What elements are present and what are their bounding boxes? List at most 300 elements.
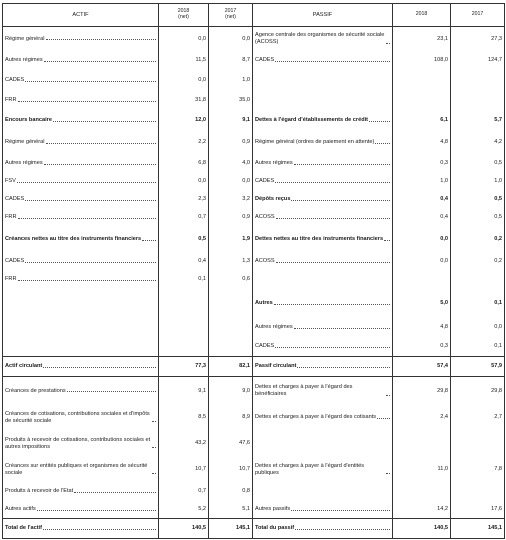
passif-label xyxy=(253,357,393,377)
passif-label-text: Total du passif xyxy=(255,525,295,532)
actif-label-text: CADES xyxy=(5,196,25,203)
actif-value-2018 xyxy=(159,337,209,357)
passif-label-leader xyxy=(255,363,390,369)
passif-label-text: CADES xyxy=(255,178,275,185)
actif-value-2018: 2,2 xyxy=(159,131,209,155)
dot-leader xyxy=(44,164,156,165)
passif-label-text: Dettes et charges à payer à l'égard des cotisants xyxy=(255,414,377,421)
dot-leader xyxy=(37,510,156,511)
actif-value-2018: 0,4 xyxy=(159,253,209,271)
actif-value-2018: 2,3 xyxy=(159,191,209,209)
table-row xyxy=(3,91,505,111)
passif-label xyxy=(253,319,393,337)
passif-value-2017: 5,7 xyxy=(451,111,505,131)
passif-label-leader xyxy=(255,32,390,45)
actif-label xyxy=(3,377,159,405)
dot-leader xyxy=(276,218,390,219)
passif-label xyxy=(253,431,393,457)
passif-label-text: CADES xyxy=(255,57,275,64)
passif-value-2018: 0,4 xyxy=(393,191,451,209)
dot-leader xyxy=(295,529,390,530)
actif-value-2017: 0,6 xyxy=(209,271,253,289)
dot-leader xyxy=(275,347,390,348)
passif-label-text: Passif circulant xyxy=(255,363,297,370)
actif-value-2018 xyxy=(159,289,209,319)
dot-leader xyxy=(291,200,390,201)
table-row xyxy=(3,501,505,519)
passif-value-2018 xyxy=(393,91,451,111)
actif-label xyxy=(3,71,159,91)
passif-value-2018 xyxy=(393,483,451,501)
actif-label xyxy=(3,51,159,71)
actif-label-text: CADES xyxy=(5,258,25,265)
passif-value-2018: 5,0 xyxy=(393,289,451,319)
actif-label xyxy=(3,431,159,457)
actif-value-2017: 0,9 xyxy=(209,209,253,227)
table-row xyxy=(3,431,505,457)
passif-value-2017 xyxy=(451,483,505,501)
actif-label xyxy=(3,91,159,111)
actif-label-leader xyxy=(5,411,156,424)
passif-label xyxy=(253,519,393,539)
passif-label xyxy=(253,337,393,357)
passif-label xyxy=(253,91,393,111)
dot-leader xyxy=(386,473,390,474)
passif-value-2017: 57,9 xyxy=(451,357,505,377)
dot-leader xyxy=(386,43,390,44)
actif-2017-year: 2017 xyxy=(224,8,237,15)
actif-label-text: FRR xyxy=(5,276,17,283)
actif-2018-header xyxy=(159,4,209,27)
table-row xyxy=(3,405,505,431)
actif-label-leader xyxy=(5,214,156,220)
passif-label-leader xyxy=(255,236,390,242)
passif-value-2017: 124,7 xyxy=(451,51,505,71)
passif-value-2017: 0,2 xyxy=(451,253,505,271)
dot-leader xyxy=(375,143,390,144)
actif-value-2017: 8,7 xyxy=(209,51,253,71)
actif-value-2018: 0,0 xyxy=(159,71,209,91)
passif-label-text: Dépôts reçus xyxy=(255,196,291,203)
passif-label xyxy=(253,457,393,483)
passif-value-2017: 0,5 xyxy=(451,191,505,209)
passif-value-2018: 0,4 xyxy=(393,209,451,227)
actif-label xyxy=(3,227,159,253)
actif-label-leader xyxy=(5,196,156,202)
passif-label-leader xyxy=(255,160,390,166)
dot-leader xyxy=(369,121,390,122)
passif-value-2017: 4,2 xyxy=(451,131,505,155)
actif-label-leader xyxy=(5,488,156,494)
passif-label-text: Autres régimes xyxy=(255,160,293,167)
actif-value-2017 xyxy=(209,319,253,337)
table-row xyxy=(3,191,505,209)
actif-label xyxy=(3,173,159,191)
passif-label-leader xyxy=(255,506,390,512)
passif-value-2017: 29,8 xyxy=(451,377,505,405)
actif-value-2017: 9,1 xyxy=(209,111,253,131)
passif-value-2018: 4,8 xyxy=(393,319,451,337)
dot-leader xyxy=(384,240,390,241)
actif-value-2018: 140,5 xyxy=(159,519,209,539)
actif-label xyxy=(3,271,159,289)
passif-label-leader xyxy=(255,117,390,123)
dot-leader xyxy=(43,529,156,530)
actif-label-text: Créances nettes au titre des instruments financiers xyxy=(5,236,142,243)
table-row xyxy=(3,319,505,337)
actif-value-2018: 31,8 xyxy=(159,91,209,111)
actif-value-2017: 145,1 xyxy=(209,519,253,539)
passif-value-2017 xyxy=(451,271,505,289)
passif-value-2018: 29,8 xyxy=(393,377,451,405)
passif-value-2017 xyxy=(451,71,505,91)
actif-value-2017: 47,6 xyxy=(209,431,253,457)
actif-value-2017: 35,0 xyxy=(209,91,253,111)
actif-value-2017: 0,9 xyxy=(209,131,253,155)
actif-value-2018: 11,5 xyxy=(159,51,209,71)
actif-value-2017: 1,0 xyxy=(209,71,253,91)
actif-label xyxy=(3,483,159,501)
actif-value-2017: 0,0 xyxy=(209,27,253,51)
passif-label-leader xyxy=(255,300,390,306)
passif-label xyxy=(253,71,393,91)
actif-value-2018: 9,1 xyxy=(159,377,209,405)
actif-value-2018: 6,8 xyxy=(159,155,209,173)
dot-leader xyxy=(25,262,156,263)
passif-label-text: Régime général (ordres de paiement en attente) xyxy=(255,139,375,146)
passif-value-2018: 0,0 xyxy=(393,227,451,253)
table-row xyxy=(3,289,505,319)
actif-2017-net: (net) xyxy=(225,14,236,20)
actif-label-leader xyxy=(5,258,156,264)
actif-label xyxy=(3,319,159,337)
actif-2017-header xyxy=(209,4,253,27)
passif-2017-header: 2017 xyxy=(451,4,505,27)
dot-leader xyxy=(274,304,390,305)
actif-2018-year: 2018 xyxy=(177,8,190,15)
passif-value-2018 xyxy=(393,71,451,91)
actif-value-2018: 0,7 xyxy=(159,209,209,227)
table-row xyxy=(3,173,505,191)
actif-2018-net: (net) xyxy=(178,14,189,20)
passif-label xyxy=(253,111,393,131)
actif-label xyxy=(3,289,159,319)
passif-label-leader xyxy=(255,139,390,145)
balance-table xyxy=(2,3,505,539)
actif-label-text: CADES xyxy=(5,77,25,84)
passif-2018-header: 2018 xyxy=(393,4,451,27)
actif-label-leader xyxy=(5,236,156,242)
passif-value-2017 xyxy=(451,431,505,457)
passif-label-leader xyxy=(255,384,390,397)
actif-label-text: Autres régimes xyxy=(5,57,43,64)
passif-value-2017: 27,3 xyxy=(451,27,505,51)
passif-value-2017: 1,0 xyxy=(451,173,505,191)
actif-label-leader xyxy=(5,276,156,282)
passif-label-text: Dettes et charges à payer à l'égard des bénéficiaires xyxy=(255,384,353,397)
actif-label-leader xyxy=(5,506,156,512)
dot-leader xyxy=(297,367,390,368)
passif-label-leader xyxy=(255,324,390,330)
actif-value-2017: 10,7 xyxy=(209,457,253,483)
passif-value-2018 xyxy=(393,431,451,457)
passif-value-2017: 0,0 xyxy=(451,319,505,337)
actif-value-2017: 0,8 xyxy=(209,483,253,501)
passif-label xyxy=(253,191,393,209)
table-row xyxy=(3,155,505,173)
passif-label-text: Autres xyxy=(255,300,273,307)
dot-leader xyxy=(294,164,390,165)
actif-label-text: FSV xyxy=(5,178,16,185)
dot-leader xyxy=(275,61,390,62)
actif-label xyxy=(3,253,159,271)
actif-label-text: FRR xyxy=(5,214,17,221)
actif-label-text: Produits à recevoir de l'Etat xyxy=(5,488,74,495)
passif-value-2018: 140,5 xyxy=(393,519,451,539)
actif-label-leader xyxy=(5,57,156,63)
table-row xyxy=(3,271,505,289)
passif-value-2018: 6,1 xyxy=(393,111,451,131)
passif-value-2017: 0,2 xyxy=(451,227,505,253)
actif-label-text: Encours bancaire xyxy=(5,117,52,124)
table-row xyxy=(3,27,505,51)
passif-label xyxy=(253,405,393,431)
passif-label-text: Autres passifs xyxy=(255,506,291,513)
actif-value-2018: 8,5 xyxy=(159,405,209,431)
passif-value-2017: 0,1 xyxy=(451,289,505,319)
dot-leader xyxy=(152,447,156,448)
actif-label-text: Régime général xyxy=(5,139,45,146)
dot-leader xyxy=(43,367,156,368)
actif-label xyxy=(3,155,159,173)
passif-label-leader xyxy=(255,525,390,531)
dot-leader xyxy=(294,328,390,329)
table-row xyxy=(3,111,505,131)
actif-value-2017: 8,9 xyxy=(209,405,253,431)
actif-value-2018: 12,0 xyxy=(159,111,209,131)
dot-leader xyxy=(152,421,156,422)
table-row xyxy=(3,337,505,357)
dot-leader xyxy=(386,395,390,396)
passif-value-2017: 0,5 xyxy=(451,155,505,173)
passif-value-2017: 0,1 xyxy=(451,337,505,357)
passif-value-2017: 0,5 xyxy=(451,209,505,227)
actif-label-leader xyxy=(5,160,156,166)
table-row xyxy=(3,457,505,483)
passif-label xyxy=(253,27,393,51)
passif-label-text: Autres régimes xyxy=(255,324,293,331)
actif-value-2017: 5,1 xyxy=(209,501,253,519)
passif-label xyxy=(253,131,393,155)
table-row xyxy=(3,227,505,253)
table-row xyxy=(3,71,505,91)
actif-label xyxy=(3,357,159,377)
passif-label xyxy=(253,377,393,405)
dot-leader xyxy=(46,39,157,40)
actif-value-2017: 1,3 xyxy=(209,253,253,271)
passif-label-leader xyxy=(255,343,390,349)
table-body xyxy=(3,27,505,539)
passif-label xyxy=(253,289,393,319)
actif-label-leader xyxy=(5,77,156,83)
dot-leader xyxy=(18,101,157,102)
actif-label xyxy=(3,191,159,209)
passif-label xyxy=(253,483,393,501)
passif-label xyxy=(253,209,393,227)
dot-leader xyxy=(17,182,156,183)
dot-leader xyxy=(18,218,157,219)
table-row xyxy=(3,483,505,501)
table-row xyxy=(3,209,505,227)
actif-value-2017: 1,9 xyxy=(209,227,253,253)
dot-leader xyxy=(67,391,156,392)
dot-leader xyxy=(275,182,390,183)
actif-label xyxy=(3,27,159,51)
actif-label xyxy=(3,131,159,155)
passif-value-2017: 7,8 xyxy=(451,457,505,483)
actif-label xyxy=(3,519,159,539)
dot-leader xyxy=(152,473,156,474)
actif-label xyxy=(3,405,159,431)
table-row xyxy=(3,51,505,71)
passif-header: PASSIF xyxy=(253,4,393,27)
passif-label-text: Dettes nettes au titre des instruments financiers xyxy=(255,236,384,243)
passif-label-text: Dettes à l'égard d'établissements de crédit xyxy=(255,117,369,124)
actif-label-text: Régime général xyxy=(5,35,45,42)
actif-value-2018: 0,7 xyxy=(159,483,209,501)
actif-value-2017 xyxy=(209,289,253,319)
dot-leader xyxy=(291,510,390,511)
dot-leader xyxy=(25,81,156,82)
passif-value-2017: 145,1 xyxy=(451,519,505,539)
actif-label-text: Autres actifs xyxy=(5,506,36,513)
passif-label-text: ACOSS xyxy=(255,214,275,221)
passif-label-text: Dettes et charges à payer à l'égard d'entités publiques xyxy=(255,463,365,476)
actif-label-text: Créances de prestations xyxy=(5,387,66,394)
passif-value-2018: 11,0 xyxy=(393,457,451,483)
actif-label-text: FRR xyxy=(5,97,17,104)
passif-value-2018: 0,3 xyxy=(393,337,451,357)
passif-label xyxy=(253,173,393,191)
actif-value-2017: 0,0 xyxy=(209,173,253,191)
actif-value-2018: 0,5 xyxy=(159,227,209,253)
passif-value-2018: 14,2 xyxy=(393,501,451,519)
passif-value-2018: 57,4 xyxy=(393,357,451,377)
actif-label-text: Autres régimes xyxy=(5,160,43,167)
passif-label-leader xyxy=(255,258,390,264)
actif-label-leader xyxy=(5,97,156,103)
passif-label xyxy=(253,501,393,519)
passif-label xyxy=(253,51,393,71)
passif-label xyxy=(253,155,393,173)
table-row xyxy=(3,131,505,155)
table-row xyxy=(3,253,505,271)
dot-leader xyxy=(53,121,156,122)
actif-label xyxy=(3,209,159,227)
dot-leader xyxy=(46,143,157,144)
actif-value-2017: 3,2 xyxy=(209,191,253,209)
passif-label-leader xyxy=(255,463,390,476)
actif-value-2017: 4,0 xyxy=(209,155,253,173)
passif-label-text: Agence centrale des organismes de sécurité sociale (ACOSS) xyxy=(255,32,385,45)
dot-leader xyxy=(18,280,157,281)
table-row xyxy=(3,377,505,405)
actif-label-text: Actif circulant xyxy=(5,363,43,370)
actif-label-leader xyxy=(5,139,156,145)
actif-header: ACTIF xyxy=(3,4,159,27)
dot-leader xyxy=(25,200,156,201)
actif-label-leader xyxy=(5,117,156,123)
dot-leader xyxy=(44,61,156,62)
passif-value-2018: 108,0 xyxy=(393,51,451,71)
passif-value-2018: 23,1 xyxy=(393,27,451,51)
actif-label-text: Total de l'actif xyxy=(5,525,42,532)
actif-label xyxy=(3,457,159,483)
passif-value-2018: 4,8 xyxy=(393,131,451,155)
dot-leader xyxy=(74,492,156,493)
dot-leader xyxy=(276,262,390,263)
actif-label xyxy=(3,111,159,131)
passif-value-2018 xyxy=(393,271,451,289)
actif-value-2018: 43,2 xyxy=(159,431,209,457)
passif-value-2018: 0,3 xyxy=(393,155,451,173)
passif-label-leader xyxy=(255,414,390,420)
passif-label-leader xyxy=(255,214,390,220)
actif-label-leader xyxy=(5,525,156,531)
actif-label-leader xyxy=(5,36,156,42)
actif-label-text: Produits à recevoir de cotisations, contributions sociales et autres impositions xyxy=(5,437,151,450)
table-row xyxy=(3,357,505,377)
passif-value-2017 xyxy=(451,91,505,111)
actif-label-text: Créances sur entités publiques et organismes de sécurité sociale xyxy=(5,463,148,476)
actif-value-2018: 77,3 xyxy=(159,357,209,377)
passif-label-leader xyxy=(255,57,390,63)
dot-leader xyxy=(142,240,156,241)
actif-value-2018 xyxy=(159,319,209,337)
actif-label-leader xyxy=(5,463,156,476)
passif-value-2018: 2,4 xyxy=(393,405,451,431)
actif-label-leader xyxy=(5,388,156,394)
passif-label-text: CADES xyxy=(255,343,275,350)
actif-value-2017: 82,1 xyxy=(209,357,253,377)
dot-leader xyxy=(377,418,390,419)
actif-value-2018: 5,2 xyxy=(159,501,209,519)
actif-label-leader xyxy=(5,363,156,369)
passif-label xyxy=(253,227,393,253)
actif-value-2017 xyxy=(209,337,253,357)
passif-label-text: ACOSS xyxy=(255,258,275,265)
actif-value-2018: 10,7 xyxy=(159,457,209,483)
actif-value-2018: 0,0 xyxy=(159,173,209,191)
actif-value-2018: 0,1 xyxy=(159,271,209,289)
actif-value-2017: 9,0 xyxy=(209,377,253,405)
header-row xyxy=(3,4,505,27)
table-row xyxy=(3,519,505,539)
passif-value-2017: 17,6 xyxy=(451,501,505,519)
actif-value-2018: 0,0 xyxy=(159,27,209,51)
actif-label xyxy=(3,337,159,357)
passif-value-2017: 2,7 xyxy=(451,405,505,431)
actif-label-leader xyxy=(5,178,156,184)
actif-label xyxy=(3,501,159,519)
passif-label-leader xyxy=(255,196,390,202)
passif-label xyxy=(253,253,393,271)
passif-label xyxy=(253,271,393,289)
passif-value-2018: 0,0 xyxy=(393,253,451,271)
actif-label-leader xyxy=(5,437,156,450)
actif-label-text: Créances de cotisations, contributions sociales et d'impôts de sécurité sociale xyxy=(5,411,150,424)
passif-label-leader xyxy=(255,178,390,184)
